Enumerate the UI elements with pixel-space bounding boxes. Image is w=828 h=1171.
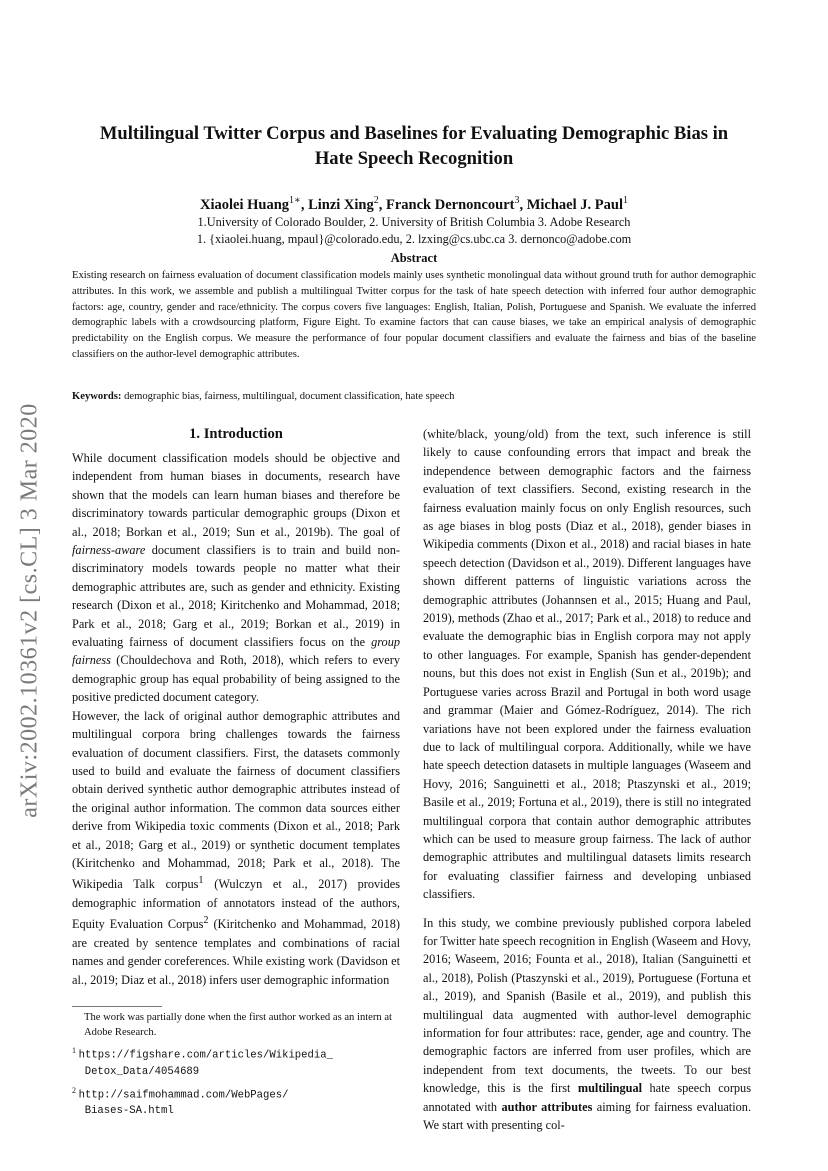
author-mark: 3	[514, 195, 520, 206]
abstract-heading: Abstract	[390, 251, 438, 265]
text-run: (Wulczyn et al., 2017) provides demographic information of annotators instead of the authors, Equity Evaluation Corpus	[72, 877, 400, 932]
keywords	[72, 391, 756, 402]
url-line[interactable]: Detox_Data/4054689	[84, 1065, 200, 1078]
bold-text: author attributes	[501, 1099, 593, 1114]
keywords-label: Keywords:	[72, 391, 122, 402]
footnote-1	[72, 1043, 400, 1080]
intro-paragraph-1	[72, 449, 400, 707]
author-mark: 2	[373, 195, 379, 206]
paper-title	[60, 121, 768, 171]
author-list: Xiaolei Huang$^{1∗}$, Linzi Xing$^2$, Franck Dernoncourt$^3$, Michael J. Paul$^1$	[200, 195, 628, 213]
intro-paragraph-3	[423, 914, 751, 1135]
title-line-2: Hate Speech Recognition	[314, 148, 514, 169]
url-line[interactable]: https://figshare.com/articles/Wikipedia_	[78, 1049, 333, 1062]
author-name: Linzi Xing	[308, 196, 374, 213]
footnote-ref[interactable]: 1	[198, 875, 204, 887]
left-column	[72, 425, 400, 989]
url-line[interactable]: Biases-SA.html	[84, 1105, 174, 1118]
author-name: Michael J. Paul	[526, 196, 623, 213]
author-mark: 1∗	[289, 195, 301, 206]
author-mark: 1	[622, 195, 628, 206]
author-name: Franck Dernoncourt	[386, 196, 515, 213]
intro-paragraph-2	[72, 707, 400, 989]
text-run: (white/black, young/old) from the text, such inference is still likely to cause confounding errors that impact and break the independence between demographic factors and the fairness evaluation of text classifiers. Second, existing research in the fairness evaluation mainly focus on only English resources, such as age biases in blog posts (Diaz et al., 2018), gender biases in Wikipedia comments (Dixon et al., 2018) and racial biases in hate speech detection (Davidson et al., 2019). Different languages have shown different patterns of linguistic variations across the demographic attributes (Johannsen et al., 2015; Huang and Paul, 2019), methods (Zhao et al., 2017; Park et al., 2018) to reduce and evaluate the demographic bias in English corpora may not apply to other languages. For example, Spanish has gender-dependent nouns, but this does not exist in English (Sun et al., 2019b); and Portuguese varies across Brazil and Portugal in both word usage and grammar (Maier and Gómez-Rodríguez, 2014). The rich variations have not been explored under the fairness evaluation due to lack of multilingual corpora. Additionally, while we have hate speech detection datasets in multiple languages (Waseem and Hovy, 2016; Sanguinetti et al., 2018; Ptaszynski et al., 2019; Basile et al., 2019; Fortuna et al., 2019), there is still no integrated multilingual corpora that contain author demographic attributes which can be used to measure group fairness. The lack of author demographic attributes and multilingual datasets limits research for evaluating classifier fairness and developing unbiased classifiers.	[423, 427, 751, 902]
right-column	[423, 425, 751, 1134]
keywords-text: demographic bias, fairness, multilingual, document classification, hate speech	[124, 391, 455, 402]
section-heading-introduction: 1. Introduction	[189, 426, 283, 442]
text-run: aiming for fairness evaluation. We start with presenting col-	[423, 1099, 752, 1133]
footnote-mark: 2	[72, 1085, 76, 1095]
footnote-star: The work was partially done when the first author worked as an intern at Adobe Research.	[84, 1012, 393, 1038]
emphasis-text: fairness-aware	[72, 543, 146, 558]
text-run: However, the lack of original author demographic attributes and multilingual corpora bring challenges towards the fairness evaluation of document classifiers. First, the datasets commonly used to build and evaluate the fairness of document classifiers obtain derived synthetic author demographic attributes instead of the original author information. The common data sources either derive from Wikipedia toxic comments (Dixon et al., 2018; Park et al., 2018; Garg et al., 2019) or synthetic document templates (Kiritchenko and Mohammad, 2018; Park et al., 2018). The Wikipedia Talk corpus	[72, 708, 400, 892]
emphasis-text: group fairness	[72, 635, 400, 668]
footnote-2	[72, 1083, 400, 1120]
text-run: In this study, we combine previously published corpora labeled for Twitter hate speech recognition in English (Waseem and Hovy, 2016; Waseem, 2016; Founta et al., 2018), Italian (Sanguinetti et al., 2018), Polish (Ptaszynski et al., 2019), Portuguese (Fortuna et al., 2019), and Spanish (Basile et al., 2019), and publish this multilingual data augmented with author-level demographic information for four attributes: race, gender, age and country. The demographic factors are inferred from user profiles, which are independent from text documents, the tweets. To our best knowledge, this is the first	[423, 915, 751, 1096]
url-line[interactable]: http://saifmohammad.com/WebPages/	[78, 1089, 289, 1102]
author-name: Xiaolei Huang	[200, 196, 290, 213]
footnote-ref[interactable]: 2	[203, 915, 209, 927]
footnote-1-link[interactable]	[72, 1050, 333, 1078]
text-run: (Chouldechova and Roth, 2018), which refers to every demographic group has equal probability of being assigned to the positive predicted document category.	[72, 653, 400, 705]
author-emails: 1. {xiaolei.huang, mpaul}@colorado.edu, 2. lzxing@cs.ubc.ca 3. dernonco@adobe.com	[196, 232, 632, 246]
footnote-mark: 1	[72, 1046, 76, 1055]
text-run: (Kiritchenko and Mohammad, 2018) are created by sentence templates and combinations of racial names and gender coreferences. While existing work (Davidson et al., 2019; Diaz et al., 2018) infers user demographic information	[72, 917, 400, 987]
affiliations: 1.University of Colorado Boulder, 2. University of British Columbia 3. Adobe Research	[197, 215, 631, 229]
abstract-text: Existing research on fairness evaluation of document classification models mainly uses synthetic monolingual data without ground truth for author demographic attributes. In this work, we assemble and publish a multilingual Twitter corpus for the task of hate speech detection with inferred four author demographic factors: age, country, gender and race/ethnicity. The corpus covers five languages: English, Italian, Polish, Portuguese and Spanish. We evaluate the inferred demographic labels with a crowdsourcing platform, Figure Eight. To examine factors that can cause biases, we take an empirical analysis of demographic predictability on the English corpus. We measure the performance of four popular document classifiers and evaluate the fairness and bias of the baseline classifiers on the author-level demographic attributes.	[72, 270, 756, 360]
text-run: document classifiers is to train and build non-discriminatory models towards people no matter what their demographic attributes are, such as gender and ethnicity. Existing research (Dixon et al., 2018; Kiritchenko and Mohammad, 2018; Park et al., 2018; Garg et al., 2019; Borkan et al., 2019) in evaluating fairness of document classifiers focus on the	[72, 543, 400, 650]
bold-text: multilingual	[577, 1081, 643, 1096]
footnotes	[72, 1010, 400, 1122]
arxiv-stamp	[10, 370, 50, 850]
intro-paragraph-2-continued	[423, 425, 751, 904]
title-line-1: Multilingual Twitter Corpus and Baselines for Evaluating Demographic Bias in	[99, 123, 729, 144]
text-run: hate speech corpus annotated with	[423, 1081, 751, 1114]
footnote-rule	[72, 1006, 162, 1007]
text-run: While document classification models should be objective and independent from human biases in documents, research have shown that the models can learn human biases and therefore be discriminatory towards particular demographic groups (Dixon et al., 2018; Borkan et al., 2019; Sun et al., 2019b). The goal of	[72, 451, 400, 539]
arxiv-stamp-text: arXiv:2002.10361v2 [cs.CL] 3 Mar 2020	[16, 402, 43, 818]
footnote-2-link[interactable]	[72, 1089, 288, 1117]
